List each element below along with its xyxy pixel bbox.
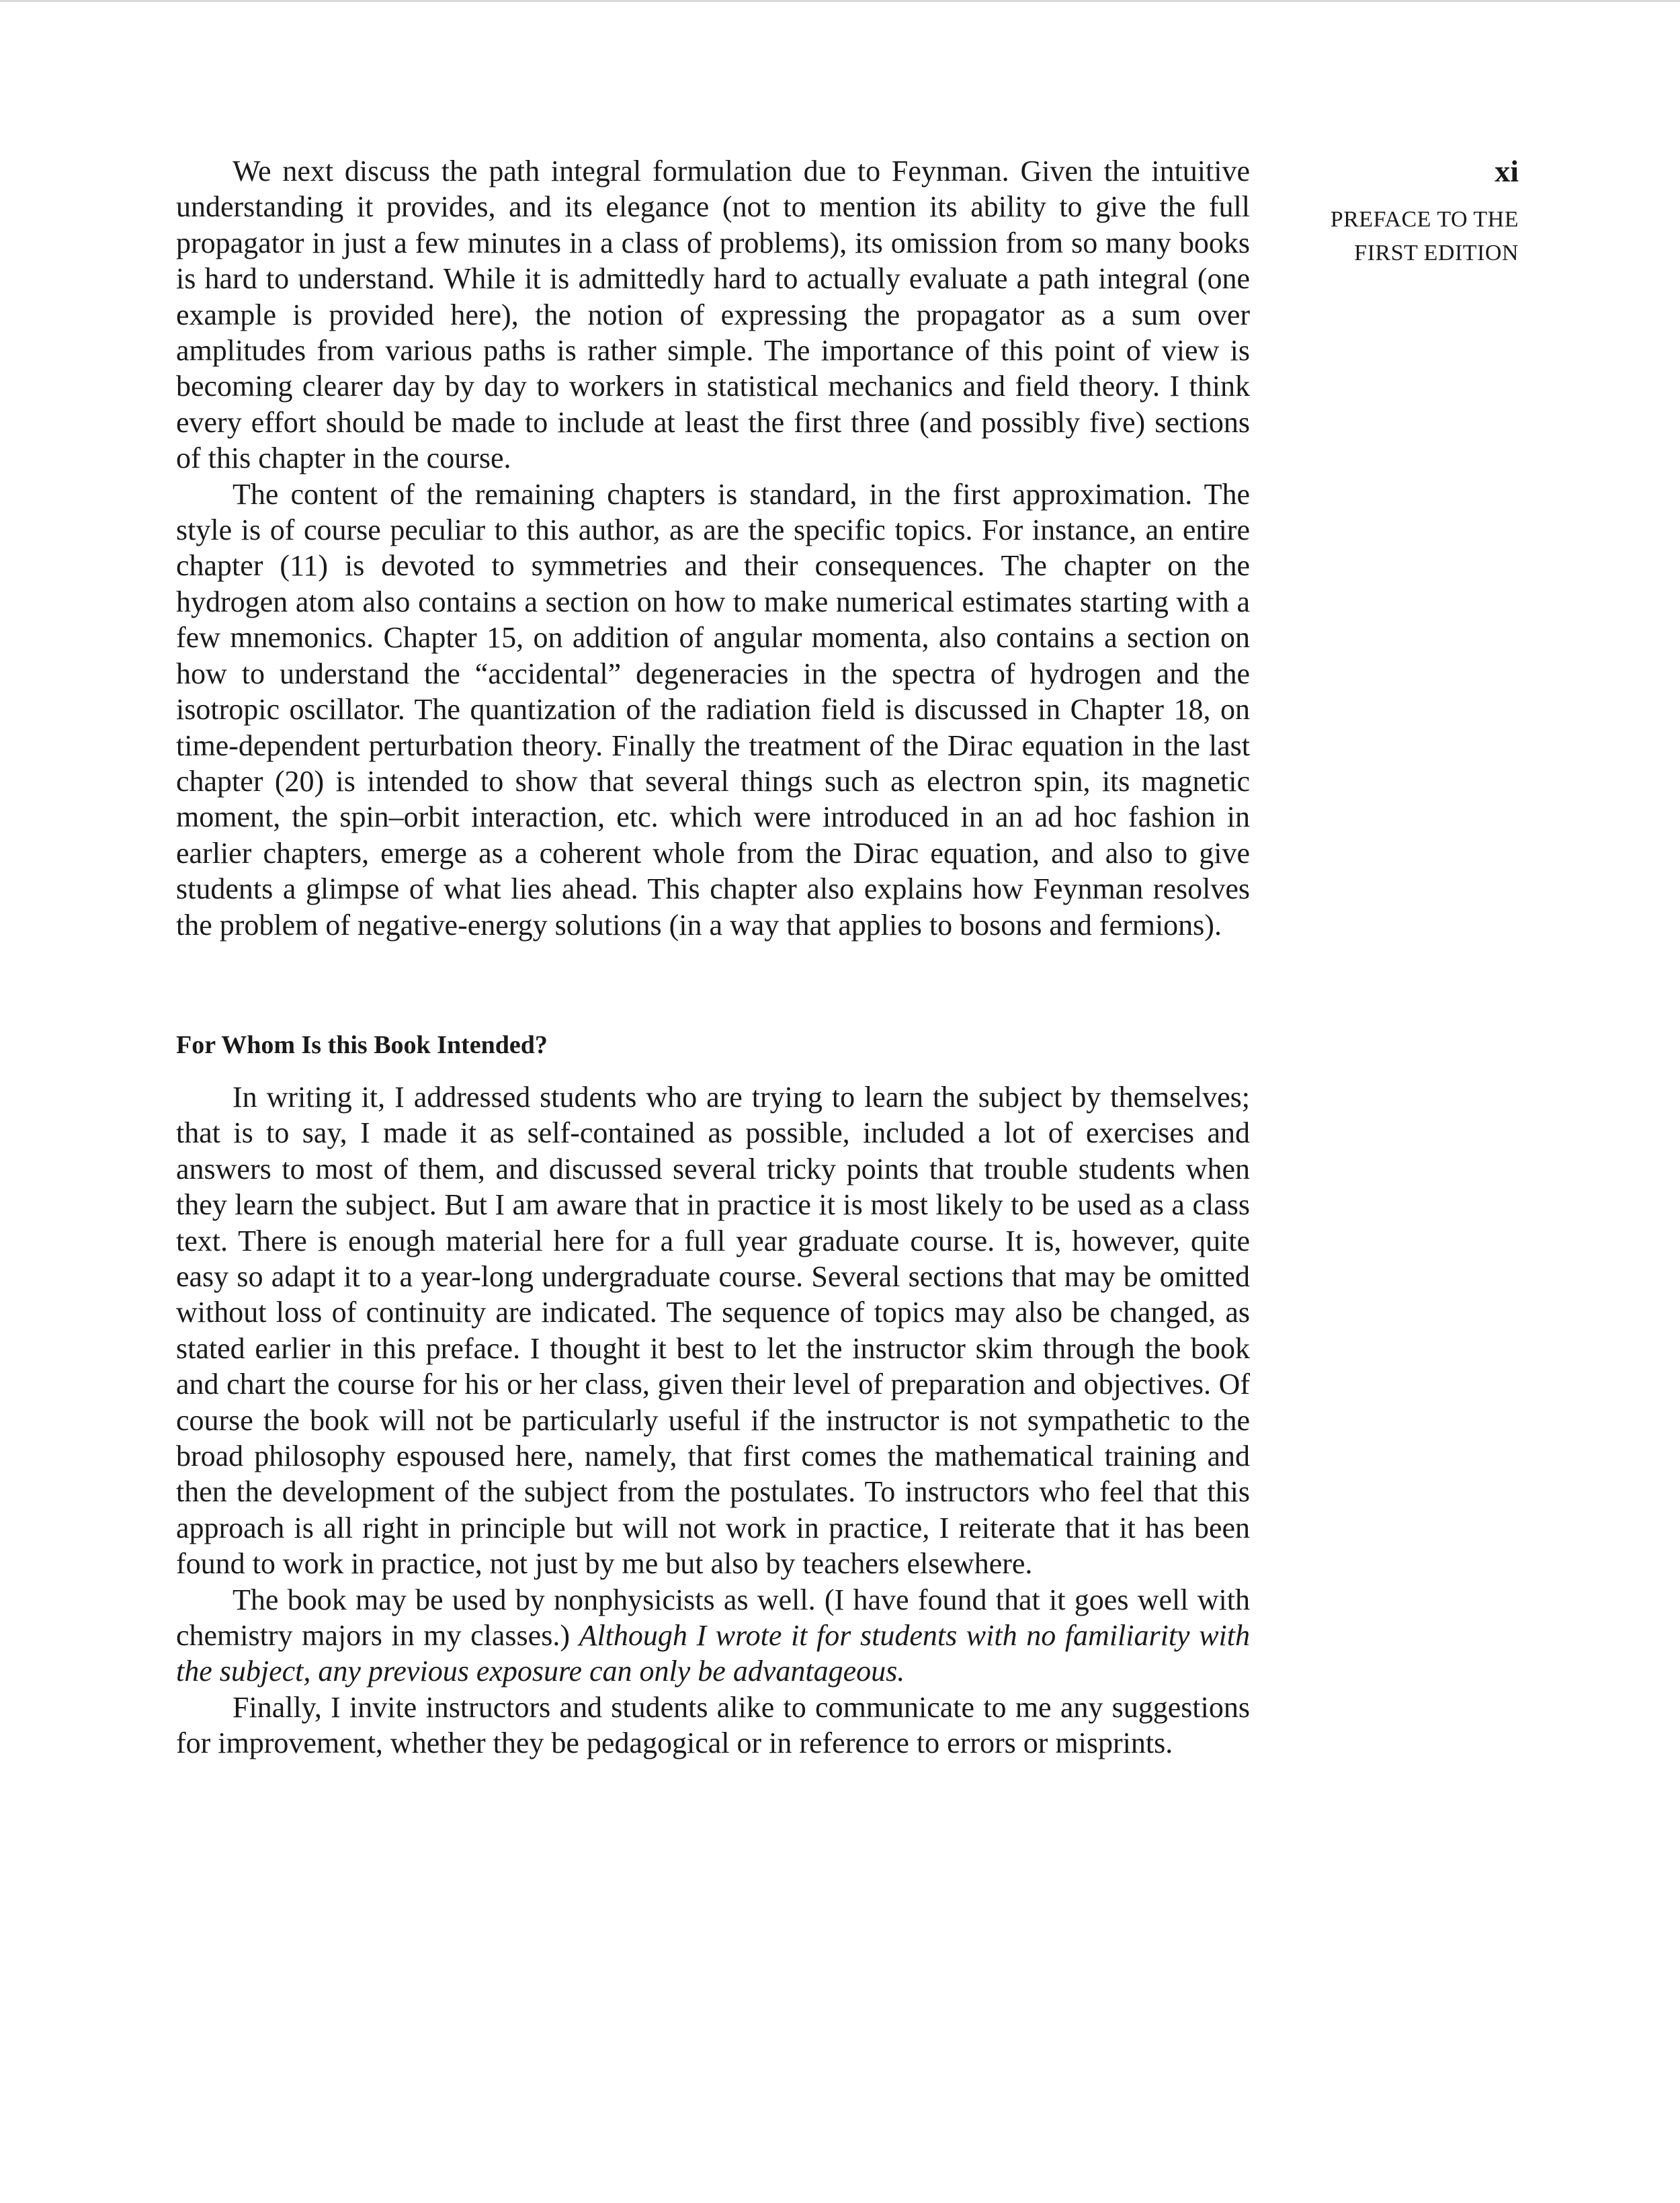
running-head-line-1: PREFACE TO THE bbox=[1330, 207, 1519, 232]
running-head bbox=[1331, 203, 1519, 270]
page-number: xi bbox=[1495, 154, 1519, 188]
top-border-rule bbox=[0, 0, 1680, 2]
main-text-column bbox=[176, 153, 1250, 1761]
section-paragraph-invitation: Finally, I invite instructors and students alike to communicate to me any suggestions for improvement, whether they be pedagogical or in reference to errors or misprints. bbox=[176, 1690, 1250, 1760]
body-paragraph-path-integral: We next discuss the path integral formulation due to Feynman. Given the intuitive understanding it provides, and its elegance (not to mention its ability to give the full propagator in just a few minutes in a class of problems), its omission from so many books is hard to understand. While it is admittedly hard to actually evaluate a path integral (one example is provided here), the notion of expressing the propagator as a sum over amplitudes from various paths is rather simple. The importance of this point of view is becoming clearer day by day to workers in statistical mechanics and field theory. I think every effort should be made to include at least the first three (and possibly five) sections of this chapter in the course. bbox=[176, 155, 1250, 475]
section-paragraph-audience: In writing it, I addressed students who are trying to learn the subject by themselves; that is to say, I made it as self-contained as possible, included a lot of exercises and answers to most of them, and discussed several tricky points that trouble students when they learn the subject. But I am aware that in practice it is most likely to be used as a class text. There is enough material here for a full year graduate course. It is, however, quite easy so adapt it to a year-long undergraduate course. Several sections that may be omitted without loss of continuity are indicated. The sequence of topics may also be changed, as stated earlier in this preface. I thought it best to let the instructor skim through the book and chart the course for his or her class, given their level of preparation and objectives. Of course the book will not be particularly useful if the instructor is not sympathetic to the broad philosophy espoused here, namely, that first comes the mathematical training and then the development of the subject from the postulates. To instructors who feel that this approach is all right in principle but will not work in practice, I reiterate that it has been found to work in practice, not just by me but also by teachers elsewhere. bbox=[176, 1080, 1250, 1581]
paragraph-italic-text: Although I wrote it for students with no familiarity with the subject, any previous exposure can only be advantageous. bbox=[176, 1619, 1250, 1688]
body-paragraph-remaining-chapters: The content of the remaining chapters is standard, in the first approximation. The style is of course peculiar to this author, as are the specific topics. For instance, an entire chapter (11) is devoted to symmetries and their consequences. The chapter on the hydrogen atom also contains a section on how to make numerical estimates starting with a few mnemonics. Chapter 15, on addition of angular momenta, also contains a section on how to understand the “accidental” degeneracies in the spectra of hydrogen and the isotropic oscillator. The quantization of the radiation field is discussed in Chapter 18, on time-dependent perturbation theory. Finally the treatment of the Dirac equation in the last chapter (20) is intended to show that several things such as electron spin, its magnetic moment, the spin–orbit interaction, etc. which were introduced in an ad hoc fashion in earlier chapters, emerge as a coherent whole from the Dirac equation, and also to give students a glimpse of what lies ahead. This chapter also explains how Feynman resolves the problem of negative-energy solutions (in a way that applies to bosons and fermions). bbox=[176, 477, 1250, 942]
paragraph-plain-text: The book may be used by nonphysicists as well. (I have found that it goes well with chemistry majors in my classes.) bbox=[176, 1583, 1250, 1653]
running-head-line-2: FIRST EDITION bbox=[1354, 241, 1519, 265]
section-heading: For Whom Is this Book Intended? bbox=[176, 1030, 548, 1059]
section-paragraph-nonphysicists bbox=[176, 1582, 1250, 1690]
